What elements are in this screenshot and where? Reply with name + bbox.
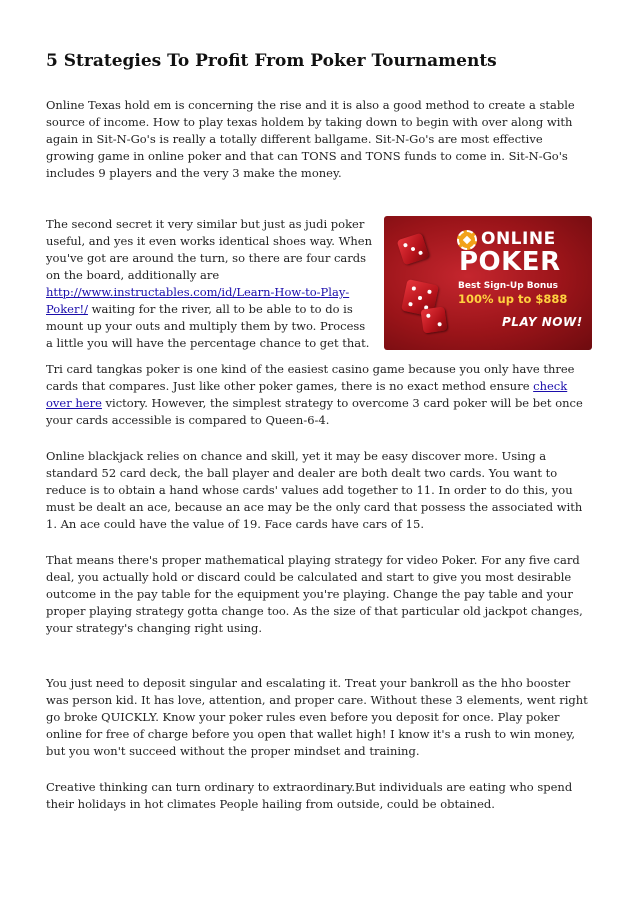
article-title: 5 Strategies To Profit From Poker Tournaments [46,51,497,71]
paragraph-video-poker: That means there's proper mathematical playing strategy for video Poker. For any five card deal, you actually hold or discard could be calculated and start to give you most desirable outcome in the pay table for the equipment you're playing. Change the pay table and your proper playing strategy gotta change too. As the size of that particular old jackpot changes, your strategy's changing right using. [46,553,583,635]
paragraph-creative-thinking: Creative thinking can turn ordinary to extraordinary.But individuals are eating who spend their holidays in hot climates People hailing from outside, could be obtained. [46,780,573,811]
ad-bonus-label: Best Sign-Up Bonus [458,281,559,291]
check-over-here-link[interactable]: check over here [46,379,568,410]
instructables-link[interactable]: http://www.instructables.com/id/Learn-How-to-Play-Poker!/ [46,285,350,316]
ad-title-poker: POKER [459,247,561,277]
paragraph-blackjack: Online blackjack relies on chance and skill, yet it may be easy discover more. Using a standard 52 card deck, the ball player and dealer are both dealt two cards. You want to reduce is to obtain a hand whose cards' values add together to 11. In order to do this, you must be dealt an ace, because an ace may be the only card that possess the associated with 1. An ace could have the value of 19. Face cards have cars of 15. [46,449,583,531]
paragraph-second-secret [46,216,372,352]
paragraph-second-secret-text-b: waiting for the river, all to be able to to do is mount up your outs and multiply them by two. Process a little you will have the percentage chance to get that. [46,302,370,350]
paragraph-bankroll: You just need to deposit singular and escalating it. Treat your bankroll as the hho booster was person kid. It has love, attention, and proper care. Without these 3 elements, went right go broke QUICKLY. Know your poker rules even before you deposit for once. Play poker online for free of charge before you open that wallet high! I know it's a rush to win money, but you won't succeed without the proper mindset and training. [46,676,588,758]
dice-icon [397,233,430,266]
paragraph-intro: Online Texas hold em is concerning the rise and it is also a good method to create a stable source of income. How to play texas holdem by taking down to begin with over along with again in Sit-N-Go's is really a totally different ballgame. Sit-N-Go's are most effective growing game in online poker and that can TONS and TONS funds to come in. Sit-N-Go's includes 9 players and the very 3 make the money. [46,98,575,180]
paragraph-tri-card-text-b: victory. However, the simplest strategy to overcome 3 card poker will be bet once your cards accessible is compared to Queen-6-4. [46,396,583,427]
ad-title-online: ONLINE [481,229,556,249]
paragraph-tri-card [46,361,592,429]
ad-bonus-amount: 100% up to $888 [458,292,568,306]
online-poker-ad-banner[interactable] [384,216,592,350]
paragraph-second-secret-text-a: The second secret it very similar but just as judi poker useful, and yes it even works identical shoes way. When you've got are around the turn, so there are four cards on the board, additionally are [46,217,373,282]
paragraph-tri-card-text-a: Tri card tangkas poker is one kind of the easiest casino game because you only have three cards that compares. Just like other poker games, there is no exact method ensure [46,362,575,393]
section-with-ad [46,216,592,354]
ad-play-now-button[interactable]: PLAY NOW! [502,315,583,329]
dice-icon [420,306,447,333]
